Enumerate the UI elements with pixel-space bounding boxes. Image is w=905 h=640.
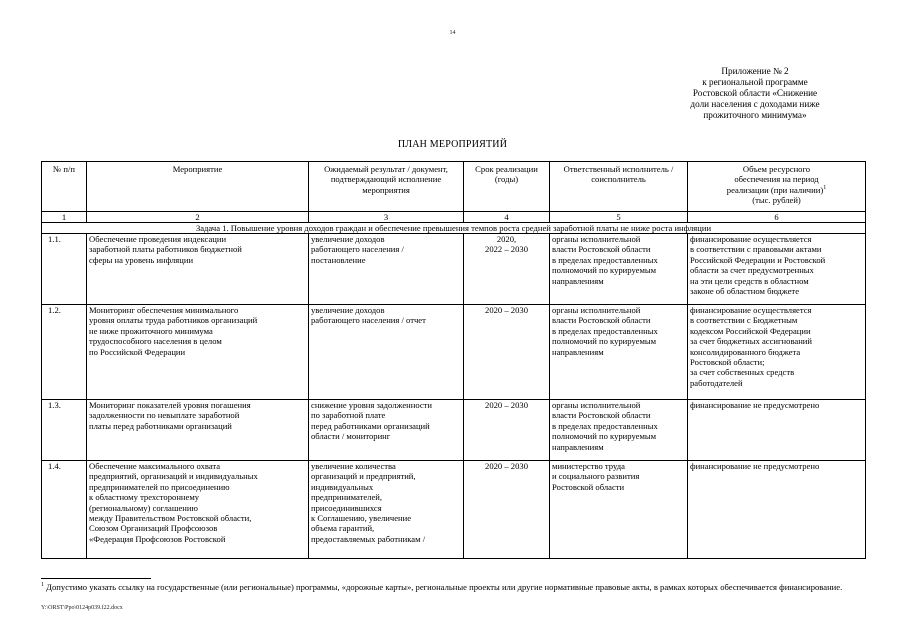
row-executor: органы исполнительной власти Ростовской области в пределах предоставленных полномочий по курируемым направлениям xyxy=(550,400,688,461)
appendix-line: Ростовской области «Снижение xyxy=(692,88,818,98)
row-result: увеличение доходов работающего населения / постановление xyxy=(309,234,464,305)
header-funding xyxy=(688,162,866,212)
row-executor: органы исполнительной власти Ростовской области в пределах предоставленных полномочий по курируемым направлениям xyxy=(550,305,688,400)
appendix-line: к региональной программе xyxy=(702,77,808,87)
header-funding-text: Объем ресурсного обеспечения на период реализации (при наличии) xyxy=(726,164,824,195)
task-title: Задача 1. Повышение уровня доходов граждан и обеспечение превышения темпов роста средней заработной платы не ниже роста инфляции xyxy=(42,223,866,234)
task-row xyxy=(42,223,866,234)
column-number: 4 xyxy=(464,212,550,223)
column-number: 6 xyxy=(688,212,866,223)
row-funding: финансирование осуществляется в соответствии с правовыми актами Российской Федерации и Ростовской области за счет предусмотренных на эти цели средств в областном законе об областном бюджете xyxy=(688,234,866,305)
row-measure: Обеспечение максимального охвата предприятий, организаций и индивидуальных предпринимателей по присоединению к областному трехстороннему (региональному) соглашению между Правительством Ростовской области, Союзом Организаций Профсоюзов «Федерация Профсоюзов Ростовской xyxy=(87,461,309,559)
footnote xyxy=(41,582,865,593)
table-row xyxy=(42,234,866,305)
row-term: 2020, 2022 – 2030 xyxy=(464,234,550,305)
document-title: ПЛАН МЕРОПРИЯТИЙ xyxy=(397,139,508,150)
file-path: Y:\ORST\Ppo\0124p039.f22.docx xyxy=(41,605,123,611)
column-number: 5 xyxy=(550,212,688,223)
header-result: Ожидаемый результат / документ, подтверждающий исполнение мероприятия xyxy=(309,162,464,212)
header-measure: Мероприятие xyxy=(87,162,309,212)
page-number: 14 xyxy=(449,30,456,36)
footnote-separator xyxy=(41,578,151,579)
header-term: Срок реализации (годы) xyxy=(464,162,550,212)
footnote-number: 1 xyxy=(41,582,44,589)
appendix-line: прожиточного минимума» xyxy=(703,110,807,120)
column-number: 1 xyxy=(42,212,87,223)
row-term: 2020 – 2030 xyxy=(464,461,550,559)
row-executor: министерство труда и социального развития Ростовской области xyxy=(550,461,688,559)
table-row xyxy=(42,400,866,461)
row-measure: Мониторинг обеспечения минимального уровня оплаты труда работников организаций не ниже прожиточного минимума трудоспособного населения в целом по Российской Федерации xyxy=(87,305,309,400)
header-funding-unit: (тыс. рублей) xyxy=(752,195,801,206)
footnote-marker: 1 xyxy=(823,184,827,191)
row-measure: Мониторинг показателей уровня погашения задолженности по невыплате заработной платы перед работниками организаций xyxy=(87,400,309,461)
table-header-row xyxy=(42,162,866,212)
row-result: снижение уровня задолженности по заработной плате перед работниками организаций области / мониторинг xyxy=(309,400,464,461)
column-number: 2 xyxy=(87,212,309,223)
appendix-line: доли населения с доходами ниже xyxy=(690,99,820,109)
header-number: № п/п xyxy=(42,162,87,212)
row-funding: финансирование не предусмотрено xyxy=(688,400,866,461)
column-number-row xyxy=(42,212,866,223)
appendix-line: Приложение № 2 xyxy=(721,66,789,76)
row-result: увеличение количества организаций и предприятий, индивидуальных предпринимателей, присоединившихся к Соглашению, увеличение объема гарантий, предоставляемых работникам / xyxy=(309,461,464,559)
row-term: 2020 – 2030 xyxy=(464,400,550,461)
row-funding: финансирование не предусмотрено xyxy=(688,461,866,559)
header-executor: Ответственный исполнитель / соисполнитель xyxy=(550,162,688,212)
row-number: 1.1. xyxy=(42,234,87,305)
plan-table xyxy=(41,161,866,559)
row-executor: органы исполнительной власти Ростовской области в пределах предоставленных полномочий по курируемым направлениям xyxy=(550,234,688,305)
row-number: 1.4. xyxy=(42,461,87,559)
row-term: 2020 – 2030 xyxy=(464,305,550,400)
appendix-header xyxy=(640,66,870,121)
column-number: 3 xyxy=(309,212,464,223)
row-measure: Обеспечение проведения индексации заработной платы работников бюджетной сферы на уровень инфляции xyxy=(87,234,309,305)
row-number: 1.3. xyxy=(42,400,87,461)
row-funding: финансирование осуществляется в соответствии с Бюджетным кодексом Российской Федерации за счет бюджетных ассигнований консолидированного бюджета Ростовской области; за счет собственных средств работодателей xyxy=(688,305,866,400)
row-number: 1.2. xyxy=(42,305,87,400)
table-row xyxy=(42,461,866,559)
row-result: увеличение доходов работающего населения / отчет xyxy=(309,305,464,400)
table-row xyxy=(42,305,866,400)
footnote-text: Допустимо указать ссылку на государственные (или региональные) программы, «дорожные карты», региональные проекты или другие нормативные правовые акты, в рамках которых обеспечивается финансирование. xyxy=(44,582,843,592)
